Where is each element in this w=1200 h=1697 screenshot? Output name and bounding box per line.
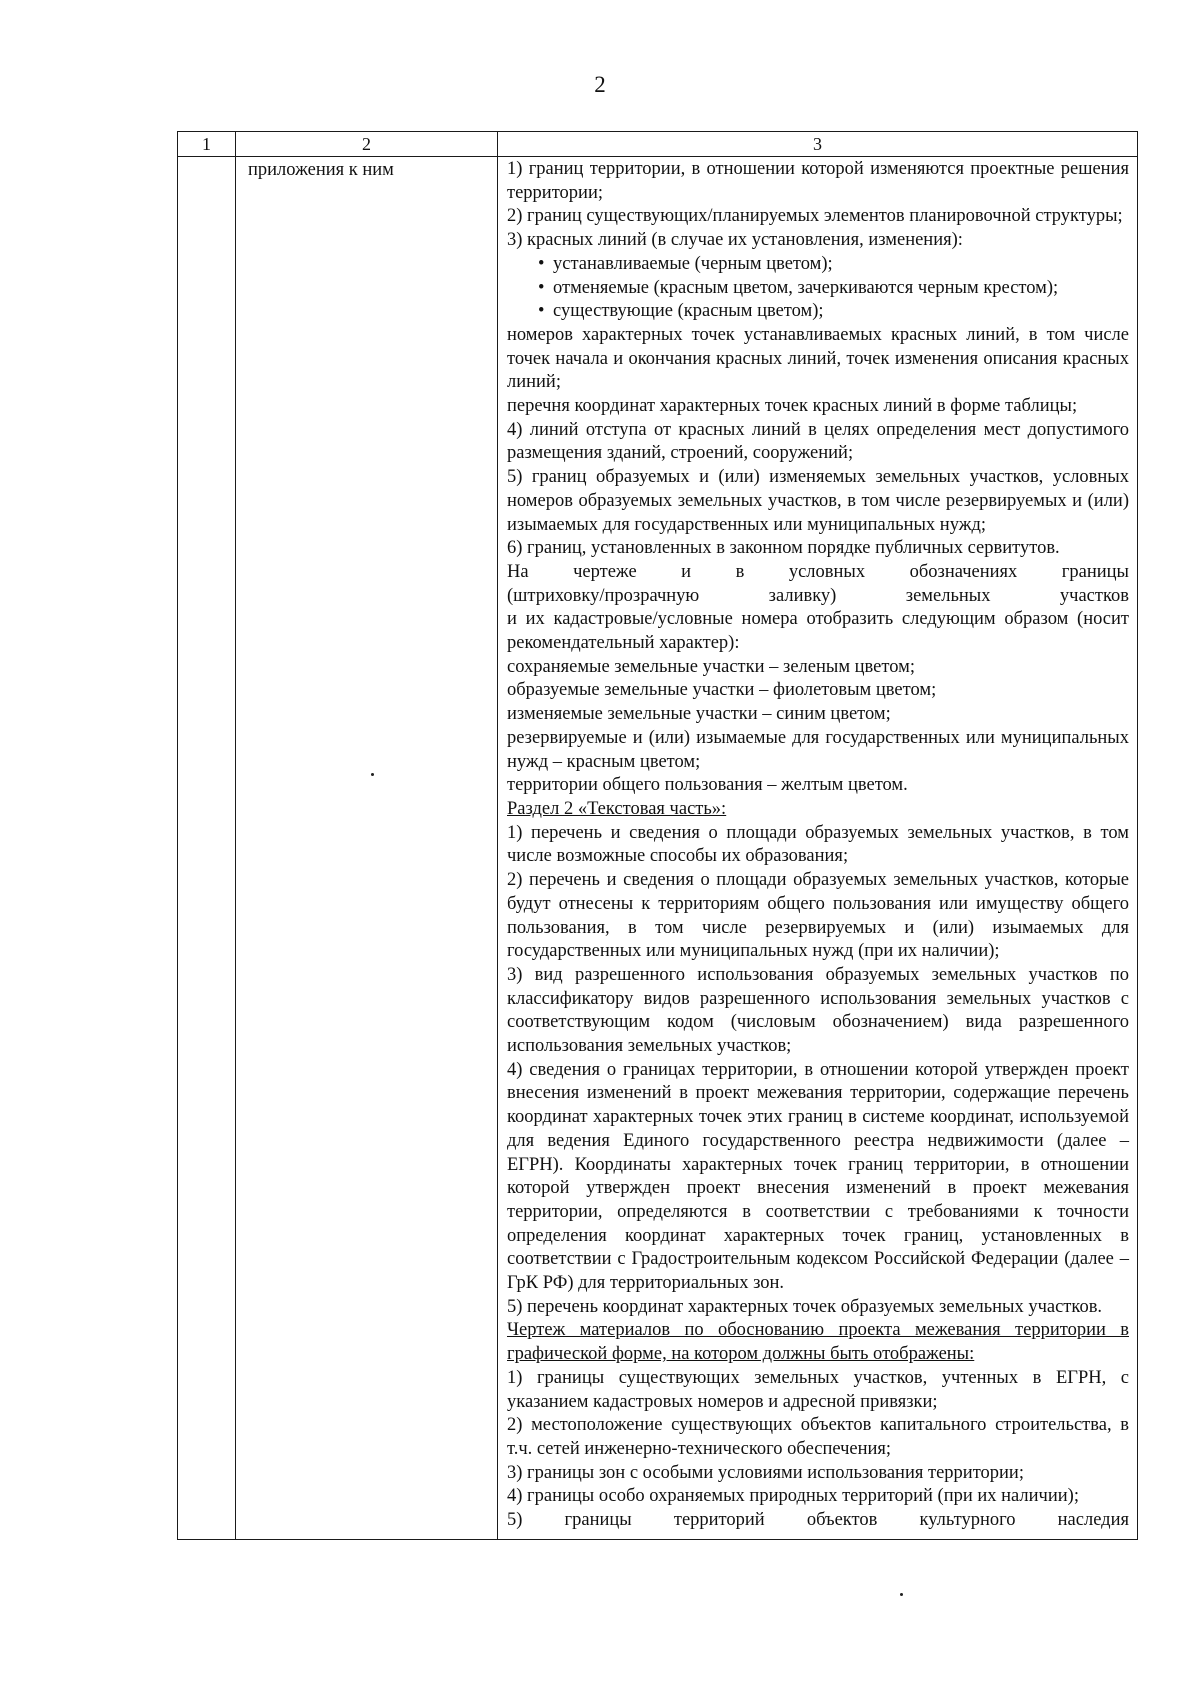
bullet-item: • отменяемые (красным цветом, зачеркиваются черным крестом); [507,277,1129,301]
paragraph: образуемые земельные участки – фиолетовым цветом; [507,680,937,701]
requirements-table [177,131,1138,1540]
paragraph: 5) границ образуемых и (или) изменяемых земельных участков, условных номеров образуемых земельных участков, в том числе резервируемых и (или) изымаемых для государственных или муниципальных нужд; [507,467,1129,535]
paragraph: 4) линий отступа от красных линий в целях определения мест допустимого размещения зданий, строений, сооружений; [507,419,1129,464]
paragraph: изменяемые земельные участки – синим цветом; [507,704,891,725]
header-col-3: 3 [498,132,1138,157]
paragraph: 3) вид разрешенного использования образуемых земельных участков по классификатору видов разрешенного использования земельных участков с соответствующим кодом (числовым обозначением) вида разрешенного использования земельных участков; [507,964,1129,1057]
row-number-cell [178,157,236,1540]
paragraph: 3) границы зон с особыми условиями использования территории; [507,1462,1024,1483]
paragraph: 3) красных линий (в случае их установления, изменения): [507,230,963,251]
paragraph: 1) перечень и сведения о площади образуемых земельных участков, в том числе возможные способы их образования; [507,822,1129,867]
paragraph: сохраняемые земельные участки – зеленым цветом; [507,656,915,677]
paragraph: и их кадастровые/условные номера отобразить следующим образом (носит рекомендательный характер): [507,609,1129,654]
paragraph: 4) сведения о границах территории, в отношении которой утвержден проект внесения изменений в проект межевания территории, содержащие перечень координат характерных точек этих границ в системе координат, используемой для ведения Единого государственного реестра недвижимости (далее – ЕГРН). Координаты характерных точек границ территории, в отношении которой утвержден проект внесения изменений в проект межевания территории, определяются в соответствии с требованиями к точности определения координат характерных точек границ, установленных в соответствии с Градостроительным кодексом Российской Федерации (далее – ГрК РФ) для территориальных зон. [507,1059,1129,1294]
bullet-item: • устанавливаемые (черным цветом); [507,253,1129,277]
table-header-row [178,132,1138,157]
paragraph: перечня координат характерных точек красных линий в форме таблицы; [507,396,1078,417]
scan-speck [371,773,374,776]
header-col-2: 2 [236,132,498,157]
table-row [178,157,1138,1540]
paragraph: 2) перечень и сведения о площади образуемых земельных участков, которые будут отнесены к территориям общего пользования или имуществу общего пользования, в том числе резервируемых и (или) изымаемых для государственных или муниципальных нужд (при их наличии); [507,870,1129,962]
paragraph: 2) местоположение существующих объектов капитального строительства, в т.ч. сетей инженерно-технического обеспечения; [507,1415,1129,1459]
row-content [498,157,1137,1539]
row-title-cell [236,157,498,1540]
paragraph: номеров характерных точек устанавливаемых красных линий, в том числе точек начала и окончания красных линий, точек изменения описания красных линий; [507,324,1129,393]
scan-speck [900,1593,903,1596]
paragraph-line: На чертеже и в условных обозначениях границы [507,561,1129,582]
paragraph: 1) границы существующих земельных участков, учтенных в ЕГРН, с указанием кадастровых номеров и адресной привязки; [507,1367,1129,1412]
row-content-cell [498,157,1138,1540]
paragraph-line: (штриховку/прозрачную заливку) земельных участков [507,585,1129,606]
paragraph: 6) границ, установленных в законном порядке публичных сервитутов. [507,538,1060,559]
section-heading: Чертеж материалов по обоснованию проекта межевания территории в графической форме, на котором должны быть отображены: [507,1320,1129,1365]
bullet-item: • существующие (красным цветом); [507,300,1129,324]
paragraph: территории общего пользования – желтым цветом. [507,775,908,796]
paragraph: 2) границ существующих/планируемых элементов планировочной структуры; [507,206,1123,227]
section-heading: Раздел 2 «Текстовая часть»: [507,798,727,819]
header-col-1: 1 [178,132,236,157]
paragraph: 4) границы особо охраняемых природных территорий (при их наличии); [507,1486,1079,1507]
paragraph: резервируемые и (или) изымаемые для государственных или муниципальных нужд – красным цветом; [507,727,1129,772]
page-number: 2 [594,72,606,97]
paragraph-line: 5) границы территорий объектов культурного наследия [507,1510,1129,1531]
paragraph: 5) перечень координат характерных точек образуемых земельных участков. [507,1296,1103,1317]
row-title: приложения к ним [248,160,394,180]
paragraph: 1) границ территории, в отношении которой изменяются проектные решения территории; [507,159,1129,203]
